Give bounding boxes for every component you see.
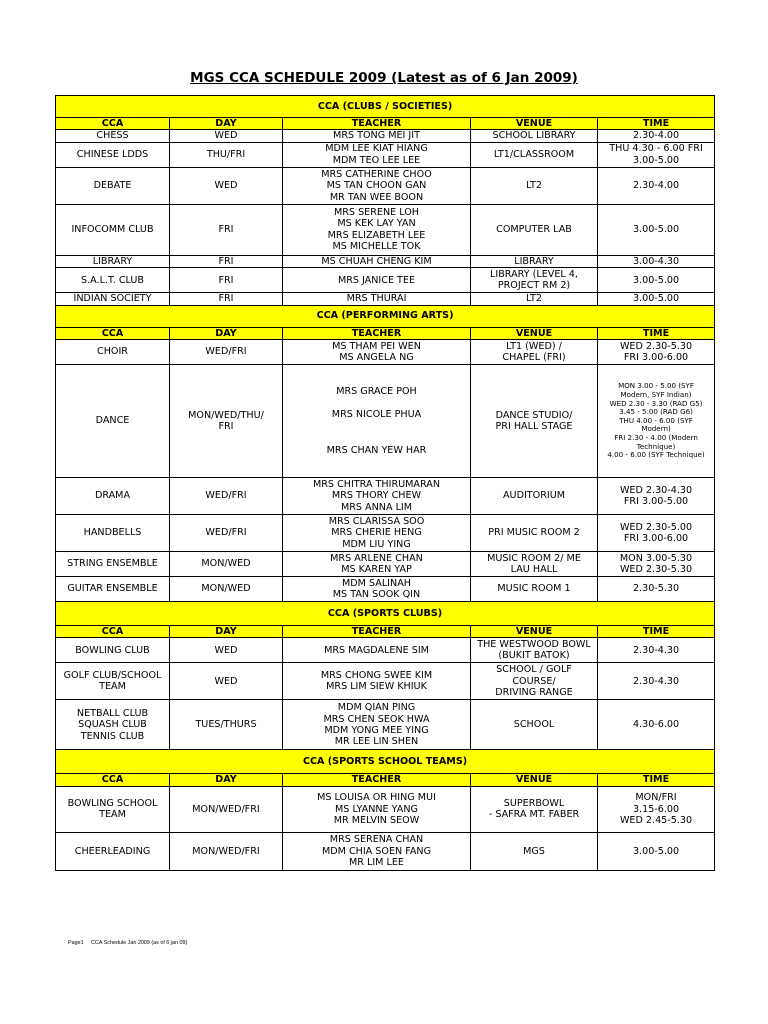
teacher-text: MRS CHITRA THIRUMARAN: [312, 478, 441, 490]
column-header-cca: CCA: [56, 118, 170, 130]
table-row: [56, 130, 715, 142]
teacher-text: MS ANGELA NG: [339, 352, 414, 364]
table-row: [56, 577, 715, 602]
teacher-text: MRS LIM SIEW KHIUK: [326, 681, 427, 693]
venue-text: DANCE STUDIO/: [495, 409, 573, 421]
venue-text: LT1/CLASSROOM: [493, 149, 575, 161]
venue-text: SCHOOL / GOLF: [496, 664, 572, 676]
column-header-venue: VENUE: [471, 327, 598, 339]
teacher-cell: [283, 293, 471, 305]
time-cell: [598, 700, 715, 750]
time-cell: [598, 142, 715, 167]
venue-text: AUDITORIUM: [502, 490, 565, 502]
day-cell: [170, 293, 283, 305]
venue-text: LT2: [526, 293, 542, 305]
column-header-time: TIME: [598, 118, 715, 130]
column-header-day: DAY: [170, 774, 283, 786]
time-text: 3.45 - 5.00 (RAD G6): [619, 407, 693, 417]
venue-cell: [471, 663, 598, 700]
teacher-cell: [283, 552, 471, 577]
time-cell: [598, 268, 715, 293]
cca-cell: [56, 340, 170, 365]
time-text: 3.00-4.30: [632, 255, 680, 267]
teacher-cell: [283, 255, 471, 267]
time-text: 2.30-4.30: [632, 675, 680, 687]
teacher-text: MDM CHIA SOEN FANG: [321, 845, 432, 857]
venue-text: CHAPEL (FRI): [502, 352, 566, 364]
table-row: [56, 478, 715, 515]
cca-schedule-table: [55, 95, 715, 871]
cca-text: SQUASH CLUB: [78, 719, 147, 731]
cca-text: GOLF CLUB/SCHOOL: [63, 670, 162, 682]
teacher-cell: [283, 515, 471, 552]
time-text: WED 2.45-5.30: [619, 815, 693, 827]
teacher-text: MDM TEO LEE LEE: [332, 154, 421, 166]
teacher-text: MR LIM LEE: [349, 857, 404, 869]
day-cell: [170, 268, 283, 293]
table-row: [56, 268, 715, 293]
teacher-cell: [283, 365, 471, 478]
cca-cell: [56, 786, 170, 832]
table-row: [56, 638, 715, 663]
cca-text: INFOCOMM CLUB: [71, 224, 154, 236]
day-text: FRI: [218, 224, 234, 236]
venue-cell: [471, 515, 598, 552]
teacher-text: MRS SERENE LOH: [333, 207, 420, 218]
venue-text: LAU HALL: [510, 564, 558, 576]
venue-text: PROJECT RM 2): [497, 280, 571, 292]
venue-text: MUSIC ROOM 1: [497, 583, 571, 595]
column-header-teacher: TEACHER: [283, 118, 471, 130]
cca-cell: [56, 268, 170, 293]
venue-cell: [471, 832, 598, 870]
day-text: FRI: [218, 293, 234, 305]
time-text: Modern): [641, 424, 671, 434]
teacher-text: MDM LIU YING: [342, 538, 411, 550]
table-row: [56, 142, 715, 167]
time-text: Modern, SYF Indian): [620, 389, 692, 399]
cca-cell: [56, 293, 170, 305]
day-text: WED: [214, 644, 238, 656]
teacher-text: MS KEK LAY YAN: [337, 218, 416, 230]
venue-text: PRI HALL STAGE: [495, 421, 573, 433]
day-cell: [170, 552, 283, 577]
line-spacer: [285, 421, 468, 433]
day-text: FRI: [218, 255, 234, 267]
venue-text: - SAFRA MT. FABER: [488, 809, 580, 821]
teacher-cell: [283, 577, 471, 602]
day-cell: [170, 832, 283, 870]
teacher-text: MRS CLARISSA SOO: [328, 515, 425, 527]
time-cell: [598, 577, 715, 602]
cca-text: TENNIS CLUB: [80, 730, 145, 742]
teacher-cell: [283, 268, 471, 293]
table-row: [56, 167, 715, 204]
venue-cell: [471, 255, 598, 267]
column-header-teacher: TEACHER: [283, 774, 471, 786]
day-cell: [170, 365, 283, 478]
section-title: CCA (CLUBS / SOCIETIES): [56, 96, 715, 118]
section-header-row: [56, 96, 715, 118]
time-cell: [598, 638, 715, 663]
time-cell: [598, 293, 715, 305]
venue-cell: [471, 478, 598, 515]
page-footer: [68, 940, 187, 946]
day-cell: [170, 638, 283, 663]
venue-cell: [471, 638, 598, 663]
teacher-text: MS THAM PEI WEN: [332, 340, 421, 352]
venue-cell: [471, 552, 598, 577]
day-text: WED: [214, 675, 238, 687]
teacher-cell: [283, 663, 471, 700]
venue-cell: [471, 700, 598, 750]
teacher-cell: [283, 142, 471, 167]
column-header-time: TIME: [598, 327, 715, 339]
column-header-day: DAY: [170, 626, 283, 638]
day-cell: [170, 142, 283, 167]
venue-text: COURSE/: [512, 675, 556, 687]
table-row: [56, 663, 715, 700]
teacher-text: MDM LEE KIAT HIANG: [325, 143, 428, 155]
time-cell: [598, 832, 715, 870]
time-text: WED 2.30-4.30: [619, 484, 693, 496]
time-text: Technique): [636, 441, 676, 451]
venue-cell: [471, 268, 598, 293]
teacher-text: MRS MAGDALENE SIM: [324, 644, 429, 656]
teacher-text: MRS ELIZABETH LEE: [327, 229, 426, 241]
section-title: CCA (PERFORMING ARTS): [56, 305, 715, 327]
time-text: WED 2.30-5.00: [619, 521, 693, 533]
teacher-text: MR LEE LIN SHEN: [334, 736, 419, 748]
column-header-row: [56, 626, 715, 638]
day-cell: [170, 255, 283, 267]
footer-document-name: CCA Schedule Jan 2009 (as of 6 jan 09): [91, 940, 188, 946]
time-cell: [598, 130, 715, 142]
table-row: [56, 786, 715, 832]
cca-text: S.A.L.T. CLUB: [81, 274, 144, 286]
teacher-text: MS TAN CHOON GAN: [326, 180, 427, 192]
teacher-text: MRS SERENA CHAN: [329, 834, 424, 846]
teacher-cell: [283, 832, 471, 870]
time-text: 2.30-4.00: [632, 130, 680, 142]
time-text: THU 4.30 - 6.00 FRI: [609, 143, 703, 155]
time-cell: [598, 255, 715, 267]
teacher-text: MS KAREN YAP: [341, 564, 412, 576]
time-text: WED 2.30 - 3.30 (RAD G5): [609, 398, 703, 408]
time-text: FRI 3.00-6.00: [623, 352, 689, 364]
day-cell: [170, 204, 283, 255]
day-text: TUES/THURS: [195, 719, 257, 731]
day-text: MON/WED: [201, 583, 251, 595]
day-cell: [170, 340, 283, 365]
cca-text: CHOIR: [97, 346, 128, 358]
column-header-row: [56, 118, 715, 130]
time-text: WED 2.30-5.30: [619, 340, 693, 352]
day-text: THU/FRI: [206, 149, 246, 161]
cca-cell: [56, 700, 170, 750]
day-text: MON/WED/FRI: [192, 803, 260, 815]
document-title: MGS CCA SCHEDULE 2009 (Latest as of 6 Jan 2009): [190, 70, 578, 86]
day-text: MON/WED: [201, 558, 251, 570]
teacher-cell: [283, 638, 471, 663]
cca-cell: [56, 130, 170, 142]
venue-cell: [471, 142, 598, 167]
cca-text: TEAM: [99, 681, 126, 693]
time-cell: [598, 552, 715, 577]
teacher-cell: [283, 340, 471, 365]
day-cell: [170, 478, 283, 515]
teacher-text: MRS CHONG SWEE KIM: [320, 670, 433, 682]
teacher-cell: [283, 478, 471, 515]
time-text: 4.30-6.00: [632, 719, 680, 731]
table-row: [56, 365, 715, 478]
teacher-text: MRS CATHERINE CHOO: [321, 168, 432, 180]
cca-text: HANDBELLS: [83, 527, 142, 539]
day-cell: [170, 577, 283, 602]
teacher-cell: [283, 130, 471, 142]
cca-text: BOWLING CLUB: [75, 644, 150, 656]
teacher-cell: [283, 167, 471, 204]
day-cell: [170, 786, 283, 832]
cca-cell: [56, 204, 170, 255]
table-row: [56, 700, 715, 750]
line-spacer: [285, 433, 468, 445]
teacher-text: MS TAN SOOK QIN: [332, 589, 421, 601]
time-text: 2.30-4.30: [632, 644, 680, 656]
cca-text: BOWLING SCHOOL: [67, 797, 158, 809]
cca-text: DANCE: [95, 415, 130, 427]
table-row: [56, 340, 715, 365]
venue-cell: [471, 167, 598, 204]
venue-text: LIBRARY: [514, 255, 554, 267]
cca-text: CHEERLEADING: [74, 845, 151, 857]
time-cell: [598, 515, 715, 552]
time-cell: [598, 340, 715, 365]
venue-text: MGS: [523, 845, 545, 857]
day-text: WED/FRI: [205, 490, 247, 502]
teacher-text: MRS THURAI: [346, 293, 407, 305]
venue-cell: [471, 204, 598, 255]
cca-cell: [56, 577, 170, 602]
venue-text: (BUKIT BATOK): [498, 650, 570, 662]
time-text: THU 4.00 - 6.00 (SYF: [619, 415, 693, 425]
venue-cell: [471, 340, 598, 365]
time-text: 3.00-5.00: [632, 845, 680, 857]
day-text: WED: [214, 180, 238, 192]
venue-cell: [471, 293, 598, 305]
footer-page-number: Page1: [68, 940, 84, 946]
time-text: 4.00 - 6.00 (SYF Technique): [607, 450, 705, 460]
cca-cell: [56, 365, 170, 478]
venue-text: DRIVING RANGE: [495, 687, 573, 699]
teacher-text: MRS TONG MEI JIT: [333, 130, 420, 142]
cca-text: CHESS: [96, 130, 129, 142]
cca-cell: [56, 142, 170, 167]
day-text: WED/FRI: [205, 346, 247, 358]
time-cell: [598, 786, 715, 832]
line-spacer: [285, 397, 468, 409]
teacher-text: MS CHUAH CHENG KIM: [321, 255, 432, 267]
teacher-cell: [283, 700, 471, 750]
time-text: FRI 3.00-5.00: [623, 496, 689, 508]
table-row: [56, 832, 715, 870]
teacher-text: MRS GRACE POH: [336, 385, 417, 397]
column-header-row: [56, 327, 715, 339]
teacher-text: MRS ARLENE CHAN: [330, 552, 423, 564]
teacher-text: MRS JANICE TEE: [337, 274, 416, 286]
venue-cell: [471, 365, 598, 478]
day-text: MON/WED/THU/: [188, 409, 264, 421]
cca-text: DEBATE: [93, 180, 132, 192]
column-header-cca: CCA: [56, 327, 170, 339]
cca-cell: [56, 663, 170, 700]
cca-text: LIBRARY: [92, 255, 133, 267]
venue-text: LT1 (WED) /: [506, 340, 562, 352]
teacher-text: MR TAN WEE BOON: [329, 191, 424, 203]
time-text: WED 2.30-5.30: [619, 564, 693, 576]
section-header-row: [56, 602, 715, 626]
day-cell: [170, 700, 283, 750]
column-header-venue: VENUE: [471, 118, 598, 130]
day-text: MON/WED/FRI: [192, 845, 260, 857]
cca-cell: [56, 832, 170, 870]
section-title: CCA (SPORTS CLUBS): [56, 602, 715, 626]
teacher-text: MR MELVIN SEOW: [333, 815, 420, 827]
time-text: MON 3.00 - 5.00 (SYF: [618, 381, 694, 391]
time-text: 3.00-5.00: [632, 293, 680, 305]
column-header-day: DAY: [170, 327, 283, 339]
cca-cell: [56, 515, 170, 552]
teacher-text: MRS CHAN YEW HAR: [326, 444, 427, 456]
time-text: 3.00-5.00: [632, 154, 680, 166]
teacher-cell: [283, 204, 471, 255]
day-text: WED/FRI: [205, 527, 247, 539]
cca-text: CHINESE LDDS: [76, 149, 149, 161]
day-text: FRI: [218, 421, 234, 433]
cca-cell: [56, 167, 170, 204]
table-row: [56, 552, 715, 577]
venue-cell: [471, 130, 598, 142]
column-header-teacher: TEACHER: [283, 327, 471, 339]
time-text: 3.15-6.00: [632, 803, 680, 815]
cca-cell: [56, 478, 170, 515]
cca-text: INDIAN SOCIETY: [73, 293, 152, 305]
venue-cell: [471, 577, 598, 602]
teacher-text: MRS THORY CHEW: [331, 490, 422, 502]
venue-text: SCHOOL LIBRARY: [492, 130, 576, 142]
time-cell: [598, 204, 715, 255]
time-text: MON 3.00-5.30: [619, 552, 693, 564]
table-row: [56, 515, 715, 552]
section-header-row: [56, 750, 715, 774]
cca-text: STRING ENSEMBLE: [67, 558, 158, 570]
table-row: [56, 204, 715, 255]
cca-text: GUITAR ENSEMBLE: [67, 583, 158, 595]
time-cell: [598, 167, 715, 204]
teacher-text: MDM YONG MEE YING: [324, 724, 429, 736]
time-text: 3.00-5.00: [632, 274, 680, 286]
venue-text: LIBRARY (LEVEL 4,: [490, 268, 578, 280]
table-row: [56, 255, 715, 267]
time-text: 2.30-4.00: [632, 180, 680, 192]
time-cell: [598, 663, 715, 700]
column-header-time: TIME: [598, 774, 715, 786]
day-cell: [170, 515, 283, 552]
section-header-row: [56, 305, 715, 327]
time-cell: [598, 478, 715, 515]
teacher-text: MRS CHEN SEOK HWA: [323, 713, 430, 725]
cca-cell: [56, 552, 170, 577]
venue-text: SUPERBOWL: [503, 797, 565, 809]
column-header-venue: VENUE: [471, 626, 598, 638]
teacher-text: MRS NICOLE PHUA: [331, 409, 422, 421]
column-header-row: [56, 774, 715, 786]
teacher-text: MDM SALINAH: [342, 577, 411, 589]
venue-text: MUSIC ROOM 2/ ME: [487, 552, 581, 564]
column-header-teacher: TEACHER: [283, 626, 471, 638]
venue-text: LT2: [526, 180, 542, 192]
day-cell: [170, 663, 283, 700]
day-cell: [170, 167, 283, 204]
time-text: 3.00-5.00: [632, 224, 680, 236]
teacher-text: MRS CHERIE HENG: [331, 527, 422, 539]
column-header-cca: CCA: [56, 774, 170, 786]
teacher-text: MS LOUISA OR HING MUI: [317, 792, 436, 804]
teacher-text: MS LYANNE YANG: [335, 803, 418, 815]
time-text: FRI 3.00-6.00: [623, 533, 689, 545]
teacher-text: MRS ANNA LIM: [340, 501, 413, 513]
column-header-venue: VENUE: [471, 774, 598, 786]
time-cell: [598, 365, 715, 478]
venue-text: PRI MUSIC ROOM 2: [488, 527, 580, 539]
day-text: FRI: [218, 274, 234, 286]
venue-text: SCHOOL: [513, 719, 555, 731]
time-text: MON/FRI: [635, 792, 677, 804]
teacher-cell: [283, 786, 471, 832]
venue-cell: [471, 786, 598, 832]
section-title: CCA (SPORTS SCHOOL TEAMS): [56, 750, 715, 774]
cca-cell: [56, 255, 170, 267]
teacher-text: MS MICHELLE TOK: [332, 241, 421, 253]
venue-text: COMPUTER LAB: [496, 224, 572, 236]
teacher-text: MDM QIAN PING: [337, 702, 416, 714]
column-header-day: DAY: [170, 118, 283, 130]
venue-text: THE WESTWOOD BOWL: [477, 639, 591, 651]
time-text: 2.30-5.30: [632, 583, 680, 595]
day-text: WED: [214, 130, 238, 142]
time-text: FRI 2.30 - 4.00 (Modern: [614, 432, 698, 442]
column-header-time: TIME: [598, 626, 715, 638]
day-cell: [170, 130, 283, 142]
table-row: [56, 293, 715, 305]
cca-text: NETBALL CLUB: [76, 707, 149, 719]
cca-cell: [56, 638, 170, 663]
cca-text: TEAM: [99, 809, 126, 821]
cca-text: DRAMA: [94, 490, 131, 502]
column-header-cca: CCA: [56, 626, 170, 638]
